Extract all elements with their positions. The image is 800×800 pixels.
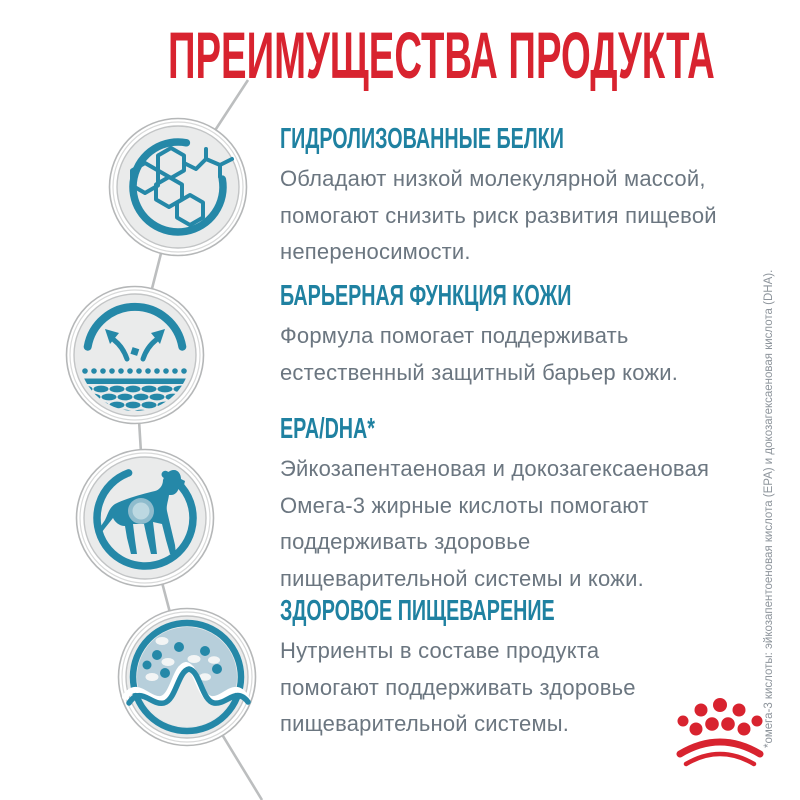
benefit-body-line: Формула помогает поддерживать (280, 323, 629, 348)
skin-barrier-icon (65, 285, 205, 425)
molecule-icon (108, 117, 248, 257)
dog-icon (75, 448, 215, 588)
benefit-heading: БАРЬЕРНАЯ ФУНКЦИЯ КОЖИ (280, 280, 572, 312)
benefit-body-line: поддерживать здоровье (280, 529, 531, 554)
benefit-body-line: пищеварительной системы и кожи. (280, 565, 644, 591)
benefit-body-line: пищеварительной системы. (280, 711, 570, 736)
benefit-body-line: помогают снизить риск развития пищевой (280, 202, 717, 228)
benefit-body-line: помогают поддерживать здоровье (280, 674, 636, 700)
digestion-icon (117, 607, 257, 747)
benefit-section-epa-dha (280, 414, 770, 597)
benefit-body (280, 161, 770, 271)
benefit-body (280, 318, 770, 391)
benefit-body-line: Нутриенты в составе продукта (280, 638, 600, 663)
benefit-heading: ГИДРОЛИЗОВАННЫЕ БЕЛКИ (280, 123, 564, 155)
benefit-body (280, 451, 770, 597)
royal-canin-crown-logo (670, 696, 770, 776)
benefit-body-line: Омега-3 жирные кислоты помогают (280, 492, 649, 518)
benefit-section-hydrolyzed-proteins (280, 124, 770, 271)
benefit-body-line: непереносимости. (280, 239, 471, 264)
benefit-body-line: Обладают низкой молекулярной массой, (280, 166, 706, 191)
omega3-footnote: *омега-3 кислоты: эйкозапентоеновая кислота (EPA) и докозагексаеновая кислота (DHA). (763, 269, 775, 748)
benefit-body-line: Эйкозапентаеновая и докозагексаеновая (280, 456, 710, 481)
page-title: ПРЕИМУЩЕСТВА ПРОДУКТА (168, 18, 715, 92)
benefit-heading: ЗДОРОВОЕ ПИЩЕВАРЕНИЕ (280, 595, 555, 627)
benefit-section-skin-barrier (280, 281, 770, 391)
benefit-heading: EPA/DHA* (280, 413, 375, 445)
benefit-body-line: естественный защитный барьер кожи. (280, 359, 679, 385)
